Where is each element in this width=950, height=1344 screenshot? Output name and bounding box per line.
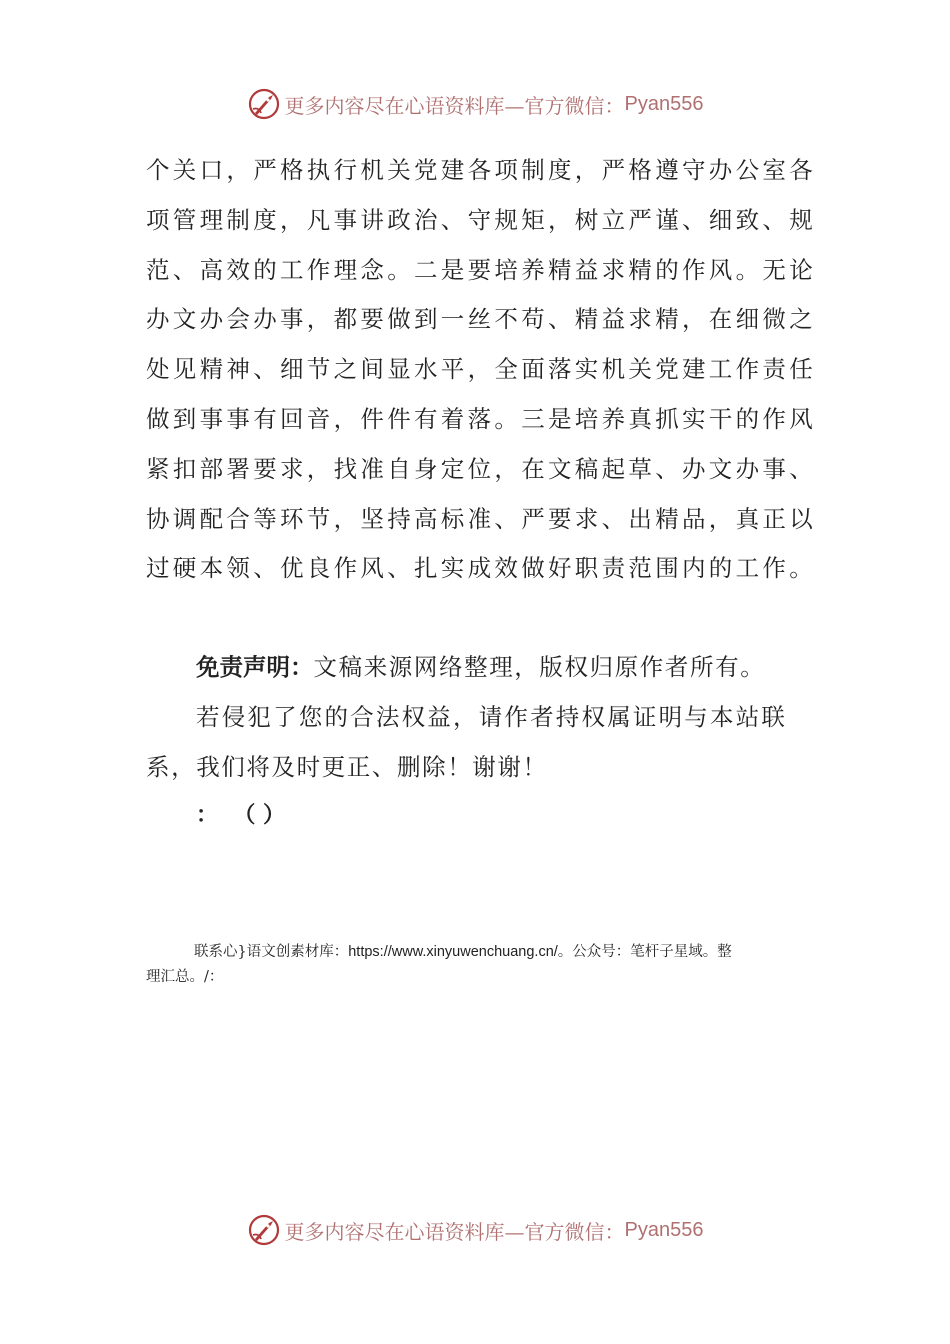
contact-url: https://www.xinyuwenchuang.cn/ — [348, 944, 558, 960]
disclaimer-line-1 — [146, 642, 806, 692]
header-banner — [0, 84, 950, 124]
body-line: 过硬本领、优良作风、扎实成效做好职责范围内的工作。 — [146, 554, 816, 583]
banner-wechat-handle: Pyan556 — [624, 1218, 704, 1241]
contact-line-2: 理汇总。/： — [146, 969, 224, 985]
pen-nib-circle-icon — [247, 87, 281, 121]
contact-suffix: 。公众号：笔杆子星域。整 — [557, 944, 732, 960]
body-line: 协调配合等环节，坚持高标准、严要求、出精品，真正以 — [146, 504, 816, 533]
body-line: 办文办会办事，都要做到一丝不苟、精益求精，在细微之 — [146, 305, 816, 334]
body-line: 范、高效的工作理念。二是要培养精益求精的作风。无论 — [146, 255, 816, 284]
body-line: 个关口，严格执行机关党建各项制度，严格遵守办公室各 — [146, 156, 816, 184]
disclaimer-line-2: 若侵犯了您的合法权益，请作者持权属证明与本站联 — [196, 703, 788, 731]
body-line: 处见精神、细节之间显水平，全面落实机关党建工作责任 — [146, 355, 816, 384]
body-line: 做到事事有回音，件件有着落。三是培养真抓实干的作风 — [146, 404, 816, 433]
body-paragraph — [146, 146, 816, 594]
contact-line-1 — [146, 940, 808, 965]
body-line: 项管理制度，凡事讲政治、守规矩，树立严谨、细致、规 — [146, 205, 816, 234]
empty-brackets: ： （ ） — [196, 803, 285, 828]
footer-banner — [0, 1210, 950, 1250]
disclaimer-line-3: 系，我们将及时更正、删除！谢谢！ — [146, 753, 548, 781]
pen-nib-circle-icon — [247, 1213, 281, 1247]
contact-footnote — [146, 940, 808, 990]
banner-text: 更多内容尽在心语资料库—官方微信： — [284, 1219, 625, 1244]
banner-wechat-handle: Pyan556 — [624, 92, 704, 115]
contact-prefix: 联系心}语文创素材库： — [194, 944, 349, 960]
banner-text: 更多内容尽在心语资料库—官方微信： — [284, 93, 625, 118]
disclaimer-block — [146, 642, 806, 792]
disclaimer-label: 免责声明： — [196, 653, 314, 681]
disclaimer-text-1: 文稿来源网络整理，版权归原作者所有。 — [313, 653, 766, 681]
body-line: 紧扣部署要求，找准自身定位，在文稿起草、办文办事、 — [146, 454, 816, 483]
